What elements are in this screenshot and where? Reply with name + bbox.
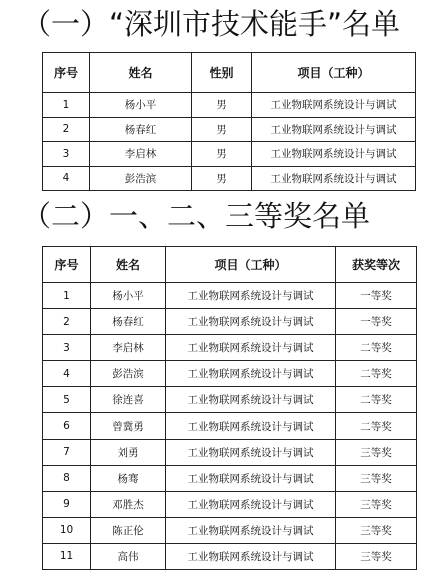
cell-name: 陈正伦 — [91, 517, 166, 543]
header-cell: 姓名 — [90, 53, 192, 93]
table-row — [43, 93, 416, 118]
cell-gender: 男 — [192, 142, 252, 167]
header-cell: 序号 — [43, 247, 91, 283]
header-cell: 序号 — [43, 53, 90, 93]
cell-gender: 男 — [192, 166, 252, 191]
cell-gender: 男 — [192, 117, 252, 142]
technical-experts-table — [42, 52, 416, 191]
cell-project: 工业物联网系统设计与调试 — [166, 283, 336, 309]
cell-project: 工业物联网系统设计与调试 — [252, 117, 416, 142]
cell-project: 工业物联网系统设计与调试 — [166, 465, 336, 491]
cell-name: 彭浩滨 — [90, 166, 192, 191]
cell-name: 曾冀勇 — [91, 413, 166, 439]
cell-index: 11 — [43, 543, 91, 569]
cell-project: 工业物联网系统设计与调试 — [166, 309, 336, 335]
cell-name: 高伟 — [91, 543, 166, 569]
cell-name: 彭浩滨 — [91, 361, 166, 387]
header-cell: 性别 — [192, 53, 252, 93]
cell-index: 5 — [43, 387, 91, 413]
table-row — [43, 166, 416, 191]
cell-name: 刘勇 — [91, 439, 166, 465]
header-cell: 项目（工种） — [166, 247, 336, 283]
table-row — [43, 517, 417, 543]
cell-index: 2 — [43, 309, 91, 335]
cell-project: 工业物联网系统设计与调试 — [166, 413, 336, 439]
cell-index: 9 — [43, 491, 91, 517]
cell-index: 10 — [43, 517, 91, 543]
table-row — [43, 142, 416, 167]
cell-award: 一等奖 — [336, 283, 417, 309]
cell-award: 二等奖 — [336, 387, 417, 413]
cell-index: 3 — [43, 142, 90, 167]
table-row — [43, 335, 417, 361]
cell-award: 三等奖 — [336, 439, 417, 465]
cell-name: 邓胜杰 — [91, 491, 166, 517]
cell-name: 李启林 — [91, 335, 166, 361]
section-1-title: （一）“深圳市技术能手”名单 — [22, 7, 401, 41]
cell-award: 二等奖 — [336, 335, 417, 361]
cell-project: 工业物联网系统设计与调试 — [252, 142, 416, 167]
cell-award: 三等奖 — [336, 491, 417, 517]
cell-index: 1 — [43, 283, 91, 309]
cell-project: 工业物联网系统设计与调试 — [166, 361, 336, 387]
cell-project: 工业物联网系统设计与调试 — [166, 335, 336, 361]
cell-index: 6 — [43, 413, 91, 439]
cell-index: 2 — [43, 117, 90, 142]
cell-index: 4 — [43, 166, 90, 191]
cell-project: 工业物联网系统设计与调试 — [166, 543, 336, 569]
cell-project: 工业物联网系统设计与调试 — [252, 166, 416, 191]
cell-award: 一等奖 — [336, 309, 417, 335]
cell-award: 二等奖 — [336, 361, 417, 387]
cell-name: 杨春红 — [91, 309, 166, 335]
table-header-row — [43, 53, 416, 93]
table-row — [43, 491, 417, 517]
cell-name: 杨骞 — [91, 465, 166, 491]
header-cell: 获奖等次 — [336, 247, 417, 283]
table-row — [43, 413, 417, 439]
table-row — [43, 283, 417, 309]
table-row — [43, 361, 417, 387]
cell-award: 三等奖 — [336, 465, 417, 491]
header-cell: 项目（工种） — [252, 53, 416, 93]
table-row — [43, 309, 417, 335]
table-row — [43, 117, 416, 142]
cell-project: 工业物联网系统设计与调试 — [166, 491, 336, 517]
cell-award: 二等奖 — [336, 413, 417, 439]
cell-index: 8 — [43, 465, 91, 491]
cell-name: 徐连喜 — [91, 387, 166, 413]
cell-index: 3 — [43, 335, 91, 361]
cell-project: 工业物联网系统设计与调试 — [166, 439, 336, 465]
cell-index: 1 — [43, 93, 90, 118]
award-winners-table — [42, 246, 417, 570]
table-row — [43, 387, 417, 413]
table-row — [43, 543, 417, 569]
cell-name: 李启林 — [90, 142, 192, 167]
header-cell: 姓名 — [91, 247, 166, 283]
cell-name: 杨小平 — [91, 283, 166, 309]
section-2-title: （二）一、二、三等奖名单 — [22, 199, 371, 233]
table-row — [43, 465, 417, 491]
cell-name: 杨春红 — [90, 117, 192, 142]
table-row — [43, 439, 417, 465]
cell-name: 杨小平 — [90, 93, 192, 118]
cell-project: 工业物联网系统设计与调试 — [166, 387, 336, 413]
cell-award: 三等奖 — [336, 517, 417, 543]
cell-project: 工业物联网系统设计与调试 — [252, 93, 416, 118]
cell-gender: 男 — [192, 93, 252, 118]
cell-award: 三等奖 — [336, 543, 417, 569]
table-header-row — [43, 247, 417, 283]
cell-index: 7 — [43, 439, 91, 465]
cell-index: 4 — [43, 361, 91, 387]
cell-project: 工业物联网系统设计与调试 — [166, 517, 336, 543]
